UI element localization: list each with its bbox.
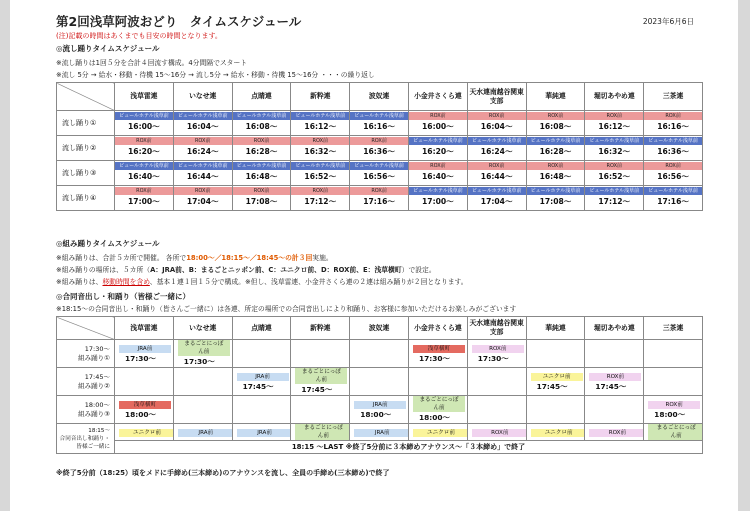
schedule-cell [467,186,526,211]
nagashi-note-2: ※流し 5分 → 給水・移動・待機 15～16分 → 流し5分 → 給水・移動・待機 15～16分 ・・・の繰り返し [56,71,375,79]
location-tag: ビュールホテル浅草前 [468,137,526,145]
location-tag: ROX前 [589,429,643,437]
location-tag: ROX前 [409,162,467,170]
schedule-cell [526,161,585,186]
start-time: 17:00～ [128,197,160,206]
kumi-note-3: ※組み踊りは、移動時間を含め、基本１連１回１５分で構成。※但し、浅草雷連、小金井さくら連の２連は組み踊りが２回となります。 [56,278,468,286]
team-header: 華純連 [526,317,585,340]
schedule-cell [350,340,409,368]
start-time: 16:04～ [186,122,219,131]
schedule-cell [350,161,409,186]
start-time: 17:30～ [125,353,156,363]
start-time: 16:08～ [245,122,278,131]
start-time: 16:16～ [657,122,689,131]
kumi-note-2: ※組み踊りの場所は、５カ所（A：JRA前、B：まるごとニッポン前、C：ユニクロ前、D：ROX前、E：浅草横町）で設定。 [56,266,436,274]
start-time: 16:40～ [128,172,160,181]
location-tag: ROX前 [468,162,526,170]
schedule-cell [467,396,526,424]
start-time: 16:16～ [363,122,395,131]
last-note: 18:15 ～LAST ※終了5分前に３本締めアナウンス～「３本締め」で終了 [115,441,703,454]
schedule-cell [115,340,174,368]
location-tag: まるごとにっぽん前 [295,424,349,440]
schedule-cell [232,111,291,136]
page-title: 第2回浅草阿波おどり タイムスケジュール [56,14,302,29]
start-time: 17:12～ [598,197,631,206]
schedule-cell [467,136,526,161]
location-tag: ROX前 [115,187,173,195]
location-tag: ROX前 [468,112,526,120]
row-label: 流し踊り④ [57,186,115,211]
team-header: 天水連南越谷関東支部 [467,83,526,111]
schedule-cell [526,368,585,396]
schedule-cell [350,368,409,396]
schedule-cell [526,111,585,136]
location-tag: ROX前 [291,137,349,145]
location-tag: ROX前 [233,137,291,145]
team-header: 堀切あやめ連 [585,83,644,111]
team-header: 堀切あやめ連 [585,317,644,340]
kumi-table [56,316,703,454]
schedule-cell [408,186,467,211]
schedule-cell [291,368,350,396]
schedule-cell [526,424,585,441]
schedule-cell [408,161,467,186]
table-row [57,161,703,186]
start-time: 17:08～ [245,197,278,206]
location-tag: ビュールホテル浅草前 [350,162,408,170]
schedule-cell [291,424,350,441]
schedule-cell [232,186,291,211]
schedule-cell [408,340,467,368]
schedule-cell [291,161,350,186]
start-time: 16:24～ [186,147,219,156]
location-tag: ビュールホテル浅草前 [174,162,232,170]
location-tag: ROX前 [527,162,585,170]
location-tag: ROX前 [350,137,408,145]
start-time: 16:28～ [539,147,572,156]
location-tag: JRA前 [237,373,289,381]
table-row [57,186,703,211]
start-time: 16:32～ [598,147,631,156]
schedule-cell [232,368,291,396]
location-tag: ユニクロ前 [531,373,583,381]
schedule-cell [644,396,703,424]
location-tag: ROX前 [409,112,467,120]
location-tag: ROX前 [585,112,643,120]
start-time: 16:20～ [422,147,454,156]
team-header: 新粋連 [291,83,350,111]
schedule-cell [644,424,703,441]
schedule-cell [467,424,526,441]
location-tag: ビュールホテル浅草前 [291,112,349,120]
schedule-cell [644,111,703,136]
location-tag: ビュールホテル浅草前 [644,137,702,145]
location-tag: ビュールホテル浅草前 [115,162,173,170]
start-time: 17:30～ [418,353,450,363]
kumi-note-1: ※組み踊りは、合計５カ所で開催。 各所で18:00～／18:15～／18:45～の計３回実施。 [56,254,333,262]
team-header: 天水連南越谷関東支部 [467,317,526,340]
team-header: 三茶連 [644,317,703,340]
schedule-cell [526,340,585,368]
location-tag: まるごとにっぽん前 [413,396,465,412]
location-tag: ビュールホテル浅草前 [350,112,408,120]
joint-heading: ◎合同音出し・和踊り（皆様ご一緒に） [56,292,191,301]
schedule-cell [644,136,703,161]
footer-note: ※終了5分前（18:25）頃をメドに手締め(三本締め)のアナウンスを流し、全員の手締め(三本締め)で終了 [56,469,390,477]
schedule-cell [173,424,232,441]
start-time: 16:40～ [422,172,454,181]
schedule-cell [291,396,350,424]
start-time: 18:00～ [418,413,450,422]
nagashi-table [56,82,703,211]
start-time: 16:48～ [539,172,572,181]
location-tag: ROX前 [472,429,526,437]
start-time: 16:12～ [598,122,631,131]
schedule-cell [291,186,350,211]
location-tag: ビュールホテル浅草前 [527,187,585,195]
location-tag: ビュールホテル浅草前 [233,112,291,120]
start-time: 18:00～ [125,409,156,419]
schedule-cell [408,424,467,441]
kumi-heading: ◎組み踊りタイムスケジュール [56,239,160,248]
start-time: 16:44～ [480,172,513,181]
location-tag: JRA前 [237,429,291,437]
schedule-cell [585,368,644,396]
start-time: 16:24～ [480,147,513,156]
location-tag: ROX前 [589,373,641,381]
location-tag: ROX前 [472,345,524,353]
start-time: 16:36～ [657,147,689,156]
team-header: 波奴連 [350,317,409,340]
schedule-cell [173,161,232,186]
location-tag: ビュールホテル浅草前 [468,187,526,195]
schedule-cell [644,161,703,186]
nagashi-note-1: ※流し踊りは1回５分を合計４回流す構成。4分間隔でスタート [56,59,248,67]
schedule-cell [232,340,291,368]
schedule-cell [408,368,467,396]
schedule-cell [467,368,526,396]
schedule-cell [408,111,467,136]
schedule-cell [115,396,174,424]
schedule-cell [350,424,409,441]
location-tag: まるごとにっぽん前 [178,340,230,356]
schedule-cell [232,136,291,161]
schedule-cell [115,186,174,211]
location-tag: ROX前 [585,162,643,170]
location-tag: ビュールホテル浅草前 [409,187,467,195]
start-time: 17:45～ [301,385,333,394]
start-time: 16:00～ [128,122,160,131]
team-header: 波奴連 [350,83,409,111]
schedule-page [10,0,738,511]
team-header: 三茶連 [644,83,703,111]
start-time: 16:52～ [598,172,631,181]
team-header: 浅草雷連 [115,317,174,340]
row-label: 17:45～ 組み踊り② [57,368,115,396]
schedule-cell [585,111,644,136]
team-header: いなせ連 [173,83,232,111]
start-time: 17:08～ [539,197,572,206]
start-time: 18:00～ [360,409,392,419]
start-time: 17:16～ [363,197,395,206]
joint-note: ※18:15～の合同音出し・和踊り（皆さんご一緒に）は各連、所定の場所での合同音出しにより和踊り、お客様に参加いただけるお楽しみがございます [56,305,517,313]
start-time: 16:36～ [363,147,395,156]
location-tag: ROX前 [233,187,291,195]
schedule-cell [173,396,232,424]
table-row [57,340,703,368]
location-tag: JRA前 [119,345,171,353]
start-time: 16:04～ [480,122,513,131]
start-time: 16:56～ [363,172,395,181]
schedule-cell [291,340,350,368]
start-time: 16:12～ [304,122,337,131]
start-time: 16:32～ [304,147,337,156]
team-header: 点睛連 [232,317,291,340]
location-tag: ROX前 [174,187,232,195]
location-tag: ROX前 [644,112,702,120]
location-tag: ビュールホテル浅草前 [585,137,643,145]
location-tag: 浅草横町 [119,401,171,409]
table-row [57,424,703,441]
schedule-cell [526,136,585,161]
location-tag: ビュールホテル浅草前 [585,187,643,195]
team-header: 華純連 [526,83,585,111]
table-corner [57,317,115,340]
location-tag: ユニクロ前 [119,429,173,437]
location-tag: ビュールホテル浅草前 [233,162,291,170]
start-time: 16:28～ [245,147,278,156]
schedule-cell [173,136,232,161]
table-corner [57,83,115,111]
location-tag: ROX前 [291,187,349,195]
location-tag: まるごとにっぽん前 [295,368,347,384]
schedule-cell [173,340,232,368]
schedule-cell [526,186,585,211]
location-tag: JRA前 [354,401,406,409]
document-date: 2023年6月6日 [642,17,694,26]
schedule-cell [408,136,467,161]
schedule-cell [232,396,291,424]
schedule-cell [173,186,232,211]
start-time: 17:04～ [186,197,219,206]
start-time: 17:12～ [304,197,337,206]
start-time: 16:56～ [657,172,689,181]
team-header: 新粋連 [291,317,350,340]
start-time: 16:20～ [128,147,160,156]
start-time: 17:00～ [422,197,454,206]
location-tag: ビュールホテル浅草前 [527,137,585,145]
row-label: 18:15～ 合同音出し和踊り・皆様ご一緒に [57,424,115,454]
location-tag: ビュールホテル浅草前 [174,112,232,120]
location-tag: ROX前 [174,137,232,145]
location-tag: ビュールホテル浅草前 [291,162,349,170]
schedule-cell [585,161,644,186]
start-time: 18:00～ [654,409,686,419]
time-note: (注)記載の時間はあくまでも目安の時間となります。 [56,32,222,40]
start-time: 16:08～ [539,122,572,131]
start-time: 17:16～ [657,197,689,206]
schedule-cell [350,111,409,136]
schedule-cell [644,368,703,396]
location-tag: ユニクロ前 [413,429,467,437]
schedule-cell [350,136,409,161]
schedule-cell [291,111,350,136]
table-row [57,111,703,136]
start-time: 16:52～ [304,172,337,181]
location-tag: ROX前 [527,112,585,120]
team-header: 小金井さくら連 [408,317,467,340]
location-tag: ROX前 [644,162,702,170]
schedule-cell [115,424,174,441]
nagashi-heading: ◎流し踊りタイムスケジュール [56,44,160,53]
team-header: 浅草雷連 [115,83,174,111]
team-header: 小金井さくら連 [408,83,467,111]
schedule-cell [173,111,232,136]
start-time: 16:44～ [186,172,219,181]
start-time: 17:30～ [183,357,215,366]
schedule-cell [173,368,232,396]
schedule-cell [585,340,644,368]
schedule-cell [408,396,467,424]
table-row [57,441,703,454]
schedule-cell [585,396,644,424]
schedule-cell [585,136,644,161]
start-time: 16:48～ [245,172,278,181]
location-tag: 浅草横町 [413,345,465,353]
row-label: 流し踊り③ [57,161,115,186]
table-row [57,136,703,161]
schedule-cell [232,424,291,441]
location-tag: ROX前 [648,401,700,409]
row-label: 18:00～ 組み踊り③ [57,396,115,424]
location-tag: ROX前 [115,137,173,145]
schedule-cell [115,161,174,186]
table-row [57,396,703,424]
location-tag: JRA前 [178,429,232,437]
schedule-cell [585,186,644,211]
schedule-cell [350,396,409,424]
location-tag: ビュールホテル浅草前 [644,187,702,195]
start-time: 16:00～ [422,122,454,131]
location-tag: ユニクロ前 [531,429,585,437]
schedule-cell [585,424,644,441]
schedule-cell [467,340,526,368]
table-row [57,368,703,396]
schedule-cell [644,186,703,211]
location-tag: ビュールホテル浅草前 [115,112,173,120]
schedule-cell [232,161,291,186]
schedule-cell [350,186,409,211]
location-tag: ROX前 [350,187,408,195]
team-header: いなせ連 [173,317,232,340]
schedule-cell [467,161,526,186]
schedule-cell [644,340,703,368]
schedule-cell [526,396,585,424]
schedule-cell [115,368,174,396]
start-time: 17:04～ [480,197,513,206]
start-time: 17:45～ [595,381,627,391]
row-label: 流し踊り② [57,136,115,161]
location-tag: ビュールホテル浅草前 [409,137,467,145]
start-time: 17:45～ [536,381,568,391]
row-label: 流し踊り① [57,111,115,136]
location-tag: まるごとにっぽん前 [648,424,702,440]
team-header: 点睛連 [232,83,291,111]
start-time: 17:30～ [477,353,509,363]
schedule-cell [115,136,174,161]
schedule-cell [467,111,526,136]
start-time: 17:45～ [242,381,274,391]
schedule-cell [291,136,350,161]
row-label: 17:30～ 組み踊り① [57,340,115,368]
location-tag: JRA前 [354,429,408,437]
schedule-cell [115,111,174,136]
